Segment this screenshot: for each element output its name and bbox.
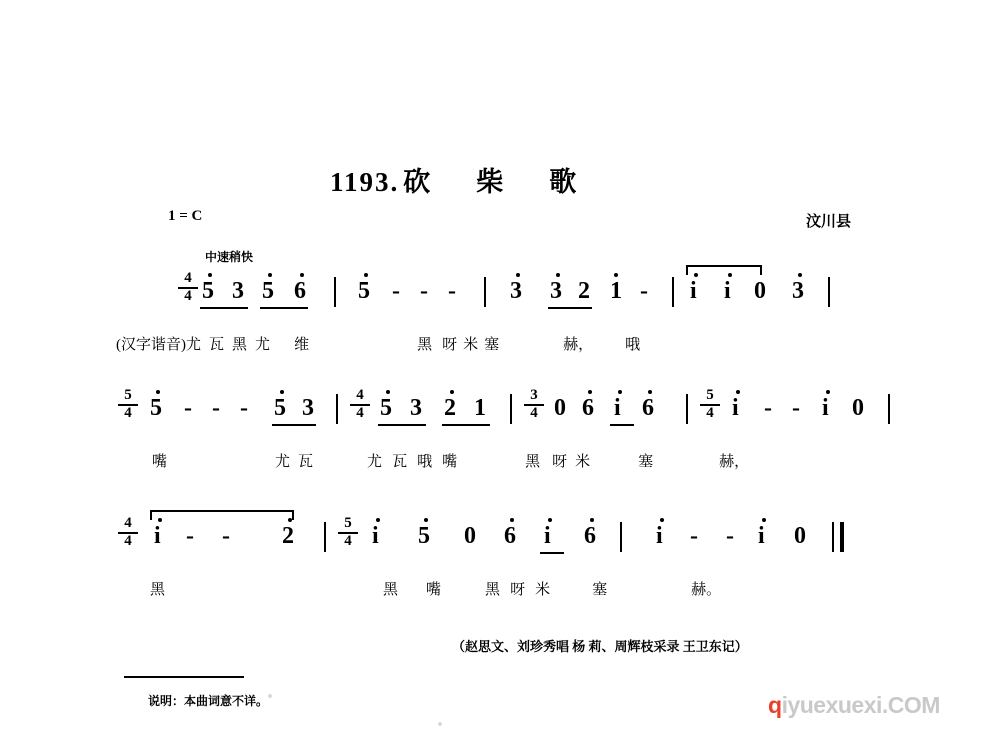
note: 1 xyxy=(474,395,486,421)
note: i xyxy=(822,395,829,421)
note: i xyxy=(656,523,663,549)
lyric: 黑 xyxy=(232,337,248,353)
barline xyxy=(686,394,688,424)
note: 3 xyxy=(410,395,422,421)
octave-dot xyxy=(588,390,592,394)
note: i xyxy=(614,395,621,421)
footnote-text: 说明：本曲词意不详。 xyxy=(148,694,269,708)
lyric: 维 xyxy=(294,337,310,353)
note: 5 xyxy=(262,278,274,304)
note: 5 xyxy=(380,395,392,421)
lyric-prefix: (汉字谐音) xyxy=(116,337,186,353)
octave-dot xyxy=(208,273,212,277)
title-number: 1193. xyxy=(330,167,400,197)
lyric: 瓦 xyxy=(209,337,225,353)
lyric: 嘴 xyxy=(152,454,168,470)
lyric: 嘴 xyxy=(426,582,442,598)
beam xyxy=(378,424,426,426)
region-label: 汶川县 xyxy=(806,214,852,230)
lyrics-row-1 xyxy=(116,333,640,354)
lyric: 哦 xyxy=(417,454,433,470)
lyric: 尤 xyxy=(367,454,383,470)
octave-dot xyxy=(288,518,292,522)
lyric: 赫， xyxy=(719,454,750,470)
beam xyxy=(272,424,316,426)
octave-dot xyxy=(548,518,552,522)
title-char-2: 柴 xyxy=(476,167,506,197)
beam xyxy=(260,307,308,309)
rest: 0 xyxy=(554,395,566,421)
lyric: 塞 xyxy=(638,454,654,470)
octave-dot xyxy=(618,390,622,394)
staff-system-3 xyxy=(0,510,986,630)
octave-dot xyxy=(590,518,594,522)
key-signature: 1 = C xyxy=(168,208,203,224)
lyrics-row-2 xyxy=(152,450,749,471)
watermark-q: q xyxy=(768,692,782,718)
beam xyxy=(540,552,564,554)
lyric: 呀 xyxy=(510,582,526,598)
title-char-1: 砍 xyxy=(403,167,433,197)
sustain-dash: - xyxy=(792,395,800,421)
sustain-dash: - xyxy=(448,278,456,304)
barline xyxy=(510,394,512,424)
lyric: 呀 xyxy=(552,454,568,470)
note: i xyxy=(690,278,697,304)
octave-dot xyxy=(280,390,284,394)
lyric: 黑 xyxy=(525,454,541,470)
sustain-dash: - xyxy=(222,523,230,549)
time-signature-5-4: 5 4 xyxy=(118,388,138,422)
sustain-dash: - xyxy=(186,523,194,549)
note: i xyxy=(372,523,379,549)
octave-dot xyxy=(424,518,428,522)
note: i xyxy=(724,278,731,304)
lyric: 黑 xyxy=(150,582,166,598)
barline xyxy=(334,277,336,307)
barline xyxy=(620,522,622,552)
octave-dot xyxy=(300,273,304,277)
credits-line: （赵思文、刘珍秀唱 杨 莉、周辉枝采录 王卫东记） xyxy=(452,639,748,654)
note: 5 xyxy=(418,523,430,549)
note: i xyxy=(758,523,765,549)
sustain-dash: - xyxy=(240,395,248,421)
octave-dot xyxy=(826,390,830,394)
page-dot-mark xyxy=(438,722,442,726)
note: 3 xyxy=(550,278,562,304)
lyrics-row-3 xyxy=(150,578,721,599)
watermark-rest: iyuexuexi.COM xyxy=(781,692,940,718)
lyric: 米 xyxy=(535,582,551,598)
octave-dot xyxy=(450,390,454,394)
lyric: 尤 xyxy=(255,337,271,353)
barline xyxy=(336,394,338,424)
note: 5 xyxy=(202,278,214,304)
sustain-dash: - xyxy=(392,278,400,304)
lyric: 黑 xyxy=(485,582,501,598)
octave-dot xyxy=(798,273,802,277)
staff-system-1 xyxy=(0,265,986,385)
beam xyxy=(610,424,634,426)
lyric: 塞 xyxy=(592,582,608,598)
tie-arc xyxy=(688,265,760,277)
octave-dot xyxy=(736,390,740,394)
staff-system-2 xyxy=(0,382,986,502)
rest: 0 xyxy=(754,278,766,304)
note: 3 xyxy=(510,278,522,304)
time-signature-4-4: 4 4 xyxy=(118,516,138,550)
note: 6 xyxy=(584,523,596,549)
note: 6 xyxy=(582,395,594,421)
octave-dot xyxy=(376,518,380,522)
lyric: 嘴 xyxy=(442,454,458,470)
octave-dot xyxy=(156,390,160,394)
sustain-dash: - xyxy=(184,395,192,421)
barline xyxy=(672,277,674,307)
note: 3 xyxy=(302,395,314,421)
octave-dot xyxy=(364,273,368,277)
note: 3 xyxy=(232,278,244,304)
barline xyxy=(888,394,890,424)
rest: 0 xyxy=(852,395,864,421)
lyric: 黑 xyxy=(383,582,399,598)
octave-dot xyxy=(694,273,698,277)
octave-dot xyxy=(386,390,390,394)
time-signature-5-4: 5 4 xyxy=(700,388,720,422)
octave-dot xyxy=(516,273,520,277)
title-char-3: 歌 xyxy=(549,167,579,197)
note: 6 xyxy=(642,395,654,421)
note: 5 xyxy=(358,278,370,304)
beam xyxy=(442,424,490,426)
note: i xyxy=(732,395,739,421)
page-title xyxy=(330,160,578,199)
lyric: 塞 xyxy=(484,337,500,353)
lyric: 呀 xyxy=(442,337,458,353)
note: 2 xyxy=(444,395,456,421)
time-signature-4-4: 4 4 xyxy=(350,388,370,422)
note: 6 xyxy=(504,523,516,549)
rest: 0 xyxy=(464,523,476,549)
sustain-dash: - xyxy=(640,278,648,304)
octave-dot xyxy=(660,518,664,522)
sustain-dash: - xyxy=(212,395,220,421)
beam xyxy=(200,307,248,309)
note: i xyxy=(154,523,161,549)
lyric: 瓦 xyxy=(392,454,408,470)
barline xyxy=(828,277,830,307)
octave-dot xyxy=(762,518,766,522)
beam xyxy=(548,307,592,309)
octave-dot xyxy=(268,273,272,277)
note: 2 xyxy=(578,278,590,304)
time-signature-4-4: 4 4 xyxy=(178,271,198,305)
sustain-dash: - xyxy=(420,278,428,304)
barline xyxy=(484,277,486,307)
octave-dot xyxy=(614,273,618,277)
note: 3 xyxy=(792,278,804,304)
lyric: 尤 xyxy=(186,337,202,353)
lyric: 赫， xyxy=(563,337,594,353)
lyric: 尤 xyxy=(275,454,291,470)
note: i xyxy=(544,523,551,549)
octave-dot xyxy=(158,518,162,522)
time-signature-3-4: 3 4 xyxy=(524,388,544,422)
barline-final xyxy=(840,522,844,552)
sustain-dash: - xyxy=(764,395,772,421)
note: 5 xyxy=(274,395,286,421)
note: 5 xyxy=(150,395,162,421)
tempo-marking: 中速稍快 xyxy=(205,250,254,264)
octave-dot xyxy=(728,273,732,277)
rest: 0 xyxy=(794,523,806,549)
time-signature-5-4: 5 4 xyxy=(338,516,358,550)
sustain-dash: - xyxy=(726,523,734,549)
sustain-dash: - xyxy=(690,523,698,549)
barline xyxy=(832,522,834,552)
page-dot-mark xyxy=(268,694,272,698)
barline xyxy=(324,522,326,552)
tie-arc xyxy=(152,510,292,522)
octave-dot xyxy=(648,390,652,394)
site-watermark xyxy=(768,692,940,719)
lyric: 米 xyxy=(575,454,591,470)
lyric: 哦 xyxy=(625,337,641,353)
lyric: 赫。 xyxy=(691,582,722,598)
lyric: 米 xyxy=(463,337,479,353)
octave-dot xyxy=(510,518,514,522)
note: 6 xyxy=(294,278,306,304)
note: 1 xyxy=(610,278,622,304)
note: 2 xyxy=(282,523,294,549)
lyric: 瓦 xyxy=(298,454,314,470)
lyric: 黑 xyxy=(417,337,433,353)
footnote-rule xyxy=(124,676,244,678)
octave-dot xyxy=(556,273,560,277)
